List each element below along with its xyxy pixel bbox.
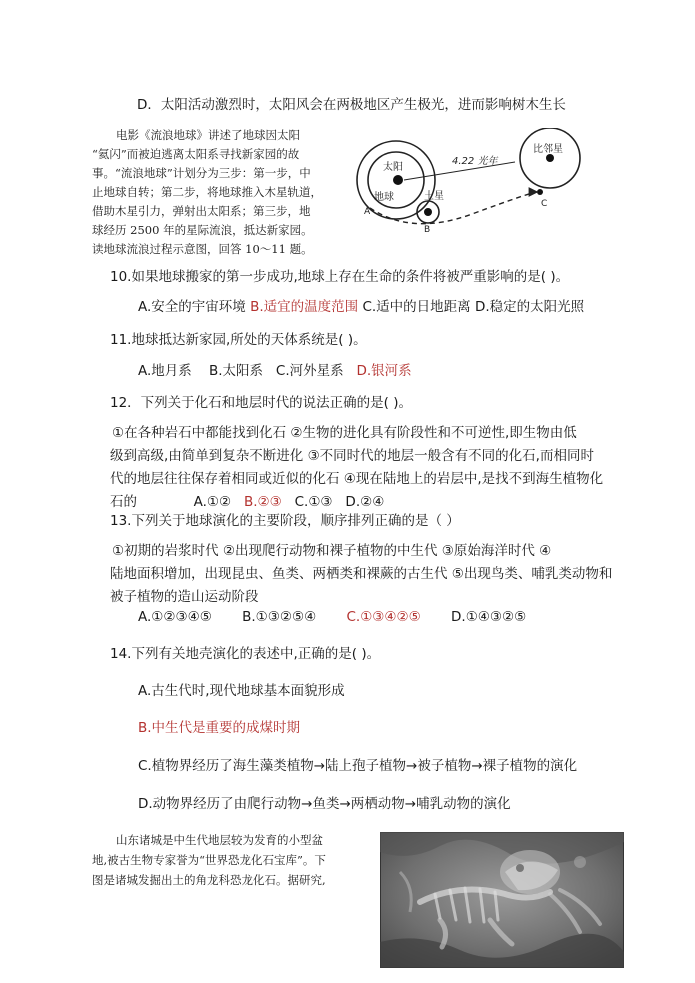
q13-options (138, 608, 526, 626)
q13-line: 被子植物的造山运动阶段 (110, 589, 259, 605)
sun-dot (393, 175, 403, 185)
q11-options (138, 362, 412, 380)
q10-options (138, 298, 584, 316)
point-b-label: B (424, 225, 431, 235)
passage2-line: 图是诸城发掘出土的角龙科恐龙化石。据研究, (92, 873, 326, 887)
q12-line: 代的地层往往保存着相同或近似的化石 ④现在陆地上的岩层中,是找不到海生植物化 (110, 471, 604, 487)
q12-stem: 12．下列关于化石和地层时代的说法正确的是( )。 (110, 395, 413, 411)
q12-last-text: 石的 (110, 494, 137, 510)
passage-line: 事。“流浪地球”计划分为三步：第一步，中 (92, 166, 311, 180)
ceratopsian-fossil-photo (380, 832, 624, 968)
q13-option-d: D.①④③②⑤ (451, 609, 527, 625)
q11-stem: 11.地球抵达新家园,所处的天体系统是( )。 (110, 332, 367, 348)
q13-line: ①初期的岩浆时代 ②出现爬行动物和裸子植物的中生代 ③原始海洋时代 ④ (112, 543, 552, 559)
saturn-dot (424, 208, 432, 216)
passage-line: 球经历 2500 年的星际流浪，抵达新家园。 (92, 223, 313, 237)
q12-statements (110, 422, 603, 514)
passage-wandering-earth (92, 126, 322, 259)
q12-option-d: D.②④ (345, 494, 385, 510)
proxima-dot (546, 154, 554, 162)
q14-option-a: A.古生代时,现代地球基本面貌形成 (138, 683, 345, 699)
q10-option-d: D.稳定的太阳光照 (474, 299, 585, 315)
q13-line: 陆地面积增加，出现昆虫、鱼类、两栖类和裸蕨的古生代 ⑤出现鸟类、哺乳类动物和 (110, 566, 613, 582)
q9-option-d: D．太阳活动激烈时，太阳风会在两极地区产生极光，进而影响树木生长 (137, 97, 566, 113)
q13-stem: 13.下列关于地球演化的主要阶段，顺序排列正确的是（ ） (110, 513, 460, 529)
proxima-label: 比邻星 (533, 144, 563, 155)
passage2-line: 山东诸城是中生代地层较为发育的小型盆 (116, 833, 323, 847)
q11-option-b: B.太阳系 (208, 363, 264, 379)
q12-option-b: B.②③ (243, 494, 282, 510)
q12-line: 级到高级,由简单到复杂不断进化 ③不同时代的地层一般含有不同的化石,而相同时 (110, 448, 594, 464)
q11-option-d: D.银河系 (356, 363, 412, 379)
passage2-line: 地,被古生物专家誉为“世界恐龙化石宝库”。下 (92, 853, 326, 867)
q13-option-b: B.①③②⑤④ (242, 609, 317, 625)
q14-stem: 14.下列有关地壳演化的表述中,正确的是( )。 (110, 646, 381, 662)
wandering-earth-diagram (352, 128, 596, 248)
q12-option-a: A.①② (193, 494, 232, 510)
distance-label: 4.22 光年 (452, 156, 498, 167)
q13-option-c: C.①③④②⑤ (346, 609, 421, 625)
q10-option-b: B.适宜的温度范围 (250, 299, 359, 315)
q12-last-line (110, 491, 603, 514)
arrival-point-dot (537, 189, 543, 195)
q14-option-b: B.中生代是重要的成煤时期 (138, 720, 301, 736)
q12-line: ①在各种岩石中都能找到化石 ②生物的进化具有阶段性和不可逆性,即生物由低 (112, 425, 577, 441)
sun-label: 太阳 (383, 162, 403, 173)
q13-option-a: A.①②③④⑤ (138, 609, 212, 625)
point-c-label: C (541, 199, 548, 209)
q10-stem: 10.如果地球搬家的第一步成功,地球上存在生命的条件将被严重影响的是( )。 (110, 269, 570, 285)
passage-zhucheng (92, 830, 326, 890)
passage-line: 借助木星引力，弹射出太阳系；第三步，地 (92, 204, 311, 218)
q14-option-c: C.植物界经历了海生藻类植物→陆上孢子植物→被子植物→裸子植物的演化 (138, 758, 578, 774)
saturn-label: 土星 (424, 191, 444, 202)
passage-line: “氦闪”而被迫逃离太阳系寻找新家园的故 (92, 147, 300, 161)
q10-option-a: A.安全的宇宙环境 (138, 299, 246, 315)
passage-line: 止地球自转；第二步，将地球推入木星轨道， (92, 185, 322, 199)
q10-option-c: C.适中的日地距离 (362, 299, 471, 315)
q14-option-d: D.动物界经历了由爬行动物→鱼类→两栖动物→哺乳动物的演化 (138, 796, 511, 812)
point-a-label: A (364, 207, 371, 217)
q12-option-c: C.①③ (294, 494, 333, 510)
passage-line: 电影《流浪地球》讲述了地球因太阳 (116, 128, 300, 142)
passage-line: 读地球流浪过程示意图，回答 10～11 题。 (92, 242, 313, 256)
earth-label: 地球 (374, 192, 394, 203)
q11-option-c: C.河外星系 (275, 363, 344, 379)
q11-option-a: A.地月系 (138, 363, 192, 379)
q13-statements (110, 540, 612, 609)
